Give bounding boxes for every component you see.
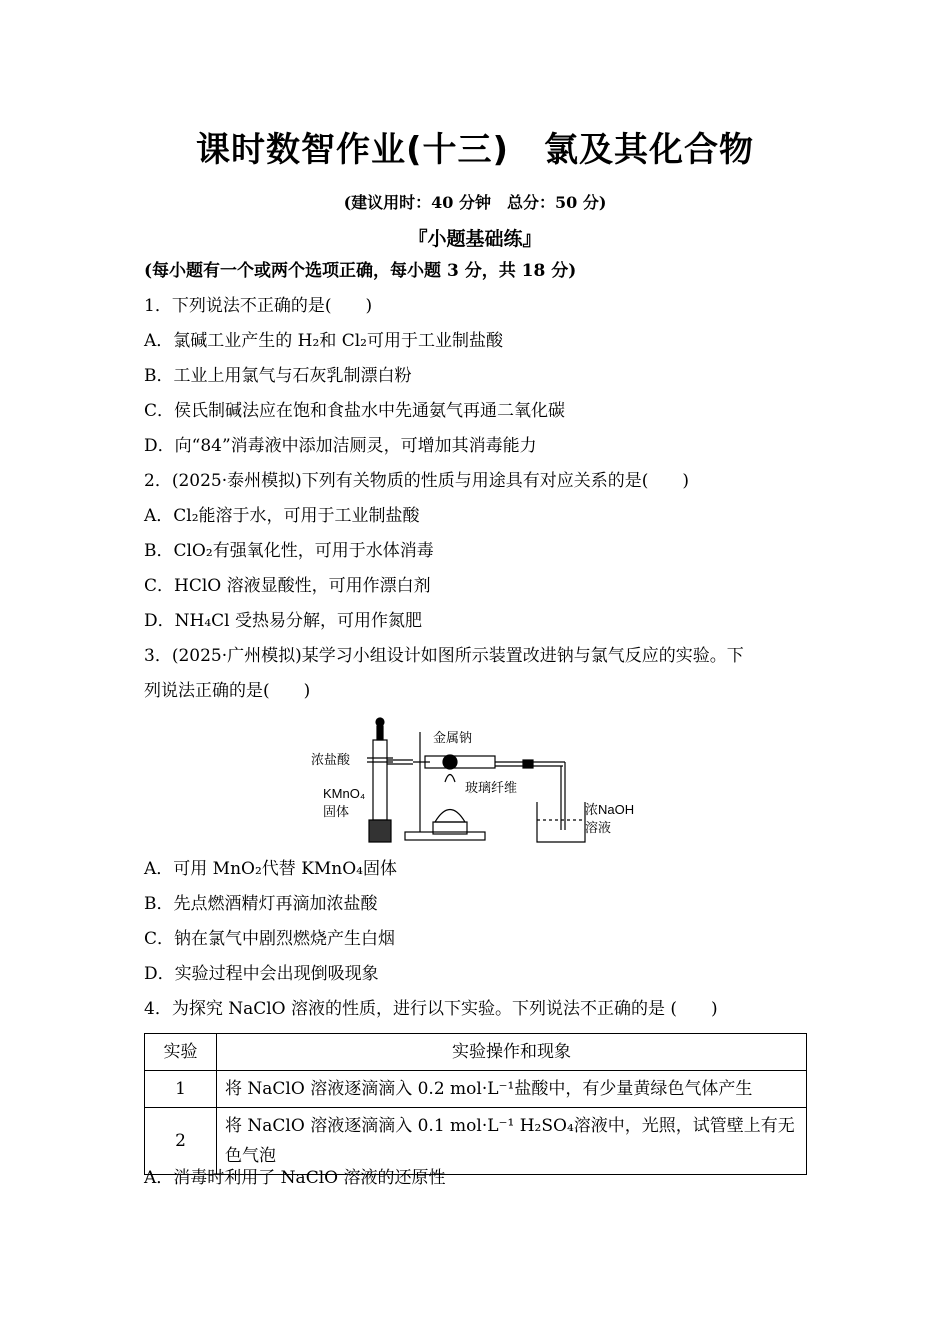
table-row: [145, 1108, 807, 1175]
q2-option-a: A．Cl₂能溶于水，可用于工业制盐酸: [144, 506, 420, 526]
q1-option-a: A．氯碱工业产生的 H₂和 Cl₂可用于工业制盐酸: [144, 331, 503, 351]
table-cell-text: 将 NaClO 溶液逐滴滴入 0.1 mol·L⁻¹ H₂SO₄溶液中，光照，试管壁上有无色气泡: [217, 1108, 807, 1175]
q3-option-d: D．实验过程中会出现倒吸现象: [144, 964, 379, 984]
q1-stem: 1．下列说法不正确的是( ): [144, 296, 373, 316]
q2-option-c: C．HClO 溶液显酸性，可用作漂白剂: [144, 576, 431, 596]
page-title: 课时数智作业(十三) 氯及其化合物: [195, 130, 755, 170]
fig-label-solid: 固体: [323, 804, 350, 819]
instructions: (每小题有一个或两个选项正确，每小题 3 分，共 18 分): [144, 261, 577, 281]
fig-label-kmno4: KMnO₄: [323, 786, 366, 801]
q1-option-b: B．工业上用氯气与石灰乳制漂白粉: [144, 366, 412, 386]
q1-option-d: D．向“84”消毒液中添加洁厕灵，可增加其消毒能力: [144, 436, 537, 456]
apparatus-diagram: [305, 712, 645, 852]
table-cell-number: 1: [145, 1071, 217, 1108]
table-cell-number: 2: [145, 1108, 217, 1175]
q1-option-c: C．侯氏制碱法应在饱和食盐水中先通氨气再通二氧化碳: [144, 401, 566, 421]
apparatus-figure: [305, 712, 645, 852]
fig-label-sodium: 金属钠: [433, 730, 473, 745]
fig-label-naoh: 浓NaOH: [585, 802, 635, 817]
fig-label-glass-fiber: 玻璃纤维: [465, 780, 518, 795]
table-cell-text: 将 NaClO 溶液逐滴滴入 0.2 mol·L⁻¹盐酸中，有少量黄绿色气体产生: [217, 1071, 807, 1108]
fig-label-solution: 溶液: [585, 820, 612, 835]
q4-stem: 4．为探究 NaClO 溶液的性质，进行以下实验。下列说法不正确的是 ( ): [144, 999, 718, 1019]
q3-option-a: A．可用 MnO₂代替 KMnO₄固体: [144, 859, 397, 879]
table-header-experiment: 实验: [145, 1034, 217, 1071]
experiment-table: [144, 1033, 807, 1175]
q4-option-a: A．消毒时利用了 NaClO 溶液的还原性: [144, 1168, 446, 1188]
q2-stem: 2．(2025·泰州模拟)下列有关物质的性质与用途具有对应关系的是( ): [144, 471, 690, 491]
q2-option-d: D．NH₄Cl 受热易分解，可用作氮肥: [144, 611, 422, 631]
section-heading: 『小题基础练』: [408, 228, 542, 250]
q3-option-b: B．先点燃酒精灯再滴加浓盐酸: [144, 894, 378, 914]
q2-option-b: B．ClO₂有强氧化性，可用于水体消毒: [144, 541, 434, 561]
fig-label-conc-hcl: 浓盐酸: [311, 752, 351, 767]
table-row: [145, 1071, 807, 1108]
table-header-operation: 实验操作和现象: [217, 1034, 807, 1071]
time-score-info: (建议用时：40 分钟 总分：50 分): [343, 193, 607, 212]
table-header-row: [145, 1034, 807, 1071]
q3-stem-line1: 3．(2025·广州模拟)某学习小组设计如图所示装置改进钠与氯气反应的实验。下: [144, 646, 744, 666]
q3-stem-line2: 列说法正确的是( ): [144, 681, 311, 701]
q3-option-c: C．钠在氯气中剧烈燃烧产生白烟: [144, 929, 396, 949]
